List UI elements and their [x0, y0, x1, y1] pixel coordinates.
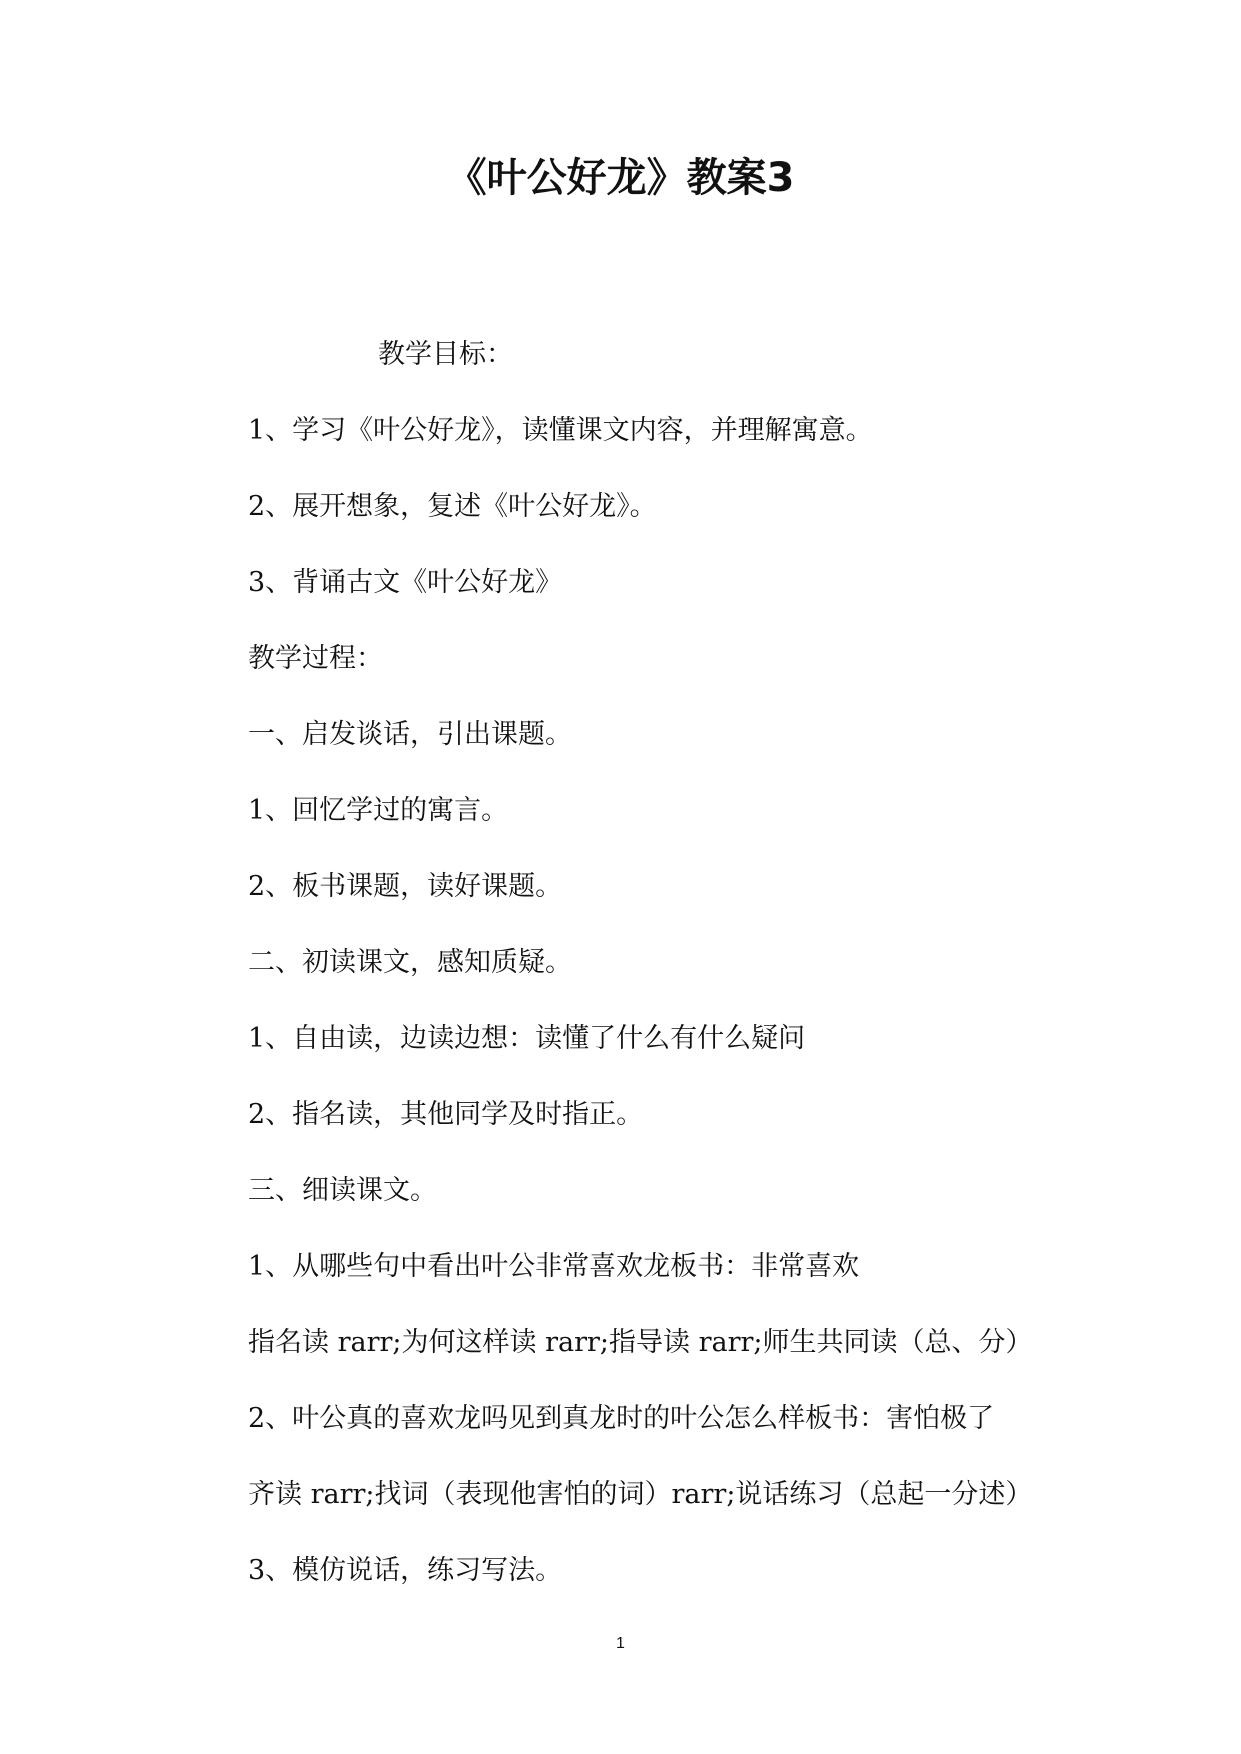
paragraph-line: 2、叶公真的喜欢龙吗见到真龙时的叶公怎么样板书：害怕极了 — [248, 1403, 995, 1434]
paragraph-line: 教学目标： — [378, 339, 513, 370]
paragraph-line: 1、从哪些句中看出叶公非常喜欢龙板书：非常喜欢 — [248, 1251, 860, 1282]
paragraph-line: 齐读 rarr;找词（表现他害怕的词）rarr;说话练习（总起一分述） — [248, 1479, 1033, 1510]
paragraph-line: 二、初读课文，感知质疑。 — [248, 947, 572, 978]
document-title: 《叶公好龙》教案3 — [446, 155, 795, 201]
paragraph-line: 2、指名读，其他同学及时指正。 — [248, 1099, 644, 1130]
paragraph-line: 1、学习《叶公好龙》，读懂课文内容，并理解寓意。 — [248, 415, 873, 446]
paragraph-line: 2、板书课题，读好课题。 — [248, 871, 563, 902]
paragraph-line: 1、回忆学过的寓言。 — [248, 795, 509, 826]
paragraph-line: 3、模仿说话，练习写法。 — [248, 1555, 563, 1586]
paragraph-line: 一、启发谈话，引出课题。 — [248, 719, 572, 750]
paragraph-line: 三、细读课文。 — [248, 1175, 437, 1206]
paragraph-line: 指名读 rarr;为何这样读 rarr;指导读 rarr;师生共同读（总、分） — [248, 1327, 1033, 1358]
document-body — [248, 330, 1148, 1622]
paragraph-line: 3、背诵古文《叶公好龙》 — [248, 567, 563, 598]
paragraph-line: 2、展开想象，复述《叶公好龙》。 — [248, 491, 657, 522]
paragraph-line: 1、自由读，边读边想：读懂了什么有什么疑问 — [248, 1023, 806, 1054]
paragraph-line: 教学过程： — [248, 643, 383, 674]
page-number: 1 — [616, 1635, 625, 1652]
